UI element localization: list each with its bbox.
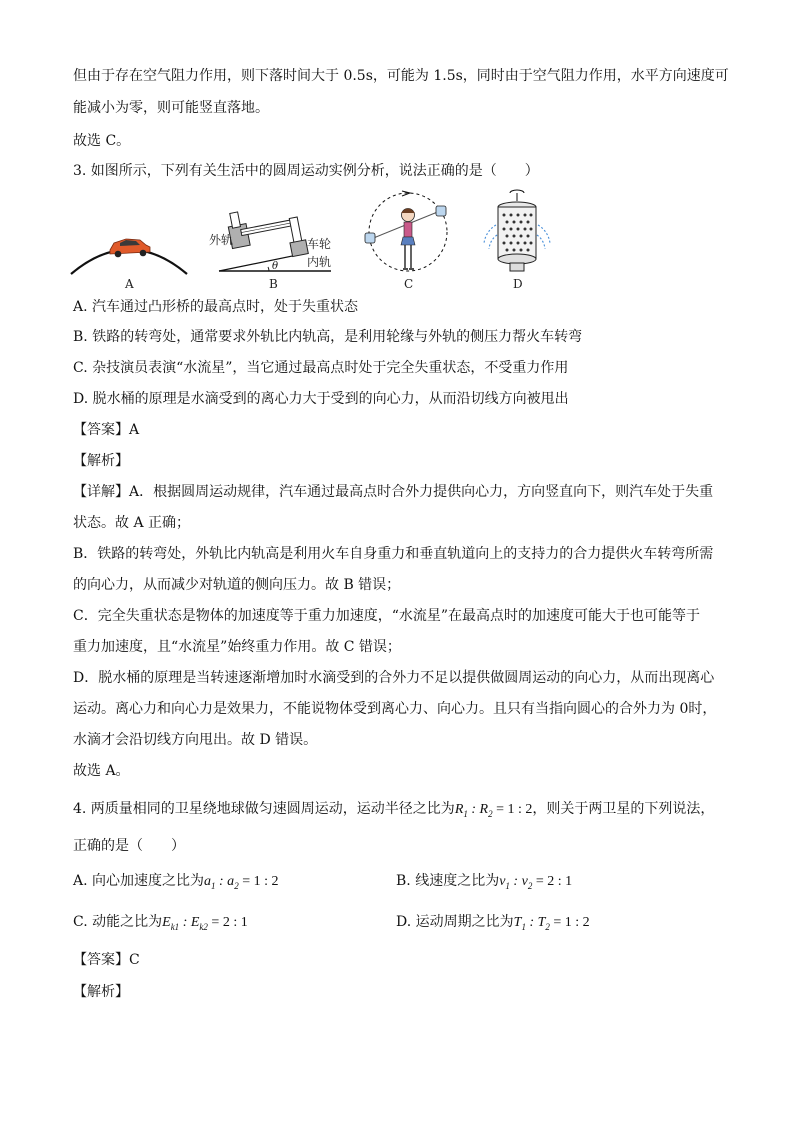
explanation-line: C．完全失重状态是物体的加速度等于重力加速度，“水流星”在最高点时的加速度可能大于也可能等于 [73,608,701,624]
option-4d: D. 运动周期之比为$T_1$ : $T_2 = 1$ : 2 [396,914,590,932]
question-4-stem-cont: 正确的是（ ） [73,838,185,854]
performer-figure [401,209,415,270]
text-line: 故选 C。 [73,133,131,149]
axle [241,220,293,236]
car-icon [110,239,150,257]
rotation-arrow-icon [510,190,524,193]
option-4a: A. 向心加速度之比为$a_1$ : $a_2 = 1$ : 2 [73,873,279,891]
explanation-line: 【详解】A．根据圆周运动规律，汽车通过最高点时合外力提供向心力，方向竖直向下，则汽车处于失重 [73,484,714,500]
q4-text-2: ，则关于两卫星的下列说法， [532,801,715,817]
analysis-label: 【解析】 [73,984,129,1000]
question-4-stem [73,799,714,824]
figure-d-spin-dryer [480,185,554,295]
answer-label: 【答案】A [73,422,140,438]
theta-label: θ [272,261,279,272]
ratio-t-formula: $T_1$ : $T_2 = 1$ : 2 [513,915,590,932]
ratio-r-value: 1 : 2 [507,802,533,817]
explanation-line: 水滴才会沿切线方向甩出。故 D 错误。 [73,732,318,748]
answer-label: 【答案】C [73,952,140,968]
text-line: 但由于存在空气阻力作用，则下落时间大于 0.5s，可能为 1.5s，同时由于空气阻力作用，水平方向速度可 [73,68,729,84]
q4-text-1: 4. 两质量相同的卫星绕地球做匀速圆周运动，运动半径之比为 [73,801,455,817]
option-a: A. 汽车通过凸形桥的最高点时，处于失重状态 [73,299,359,315]
ratio-v-formula: $v_1$ : $v_2 = 2$ : 1 [499,874,573,891]
explanation-line: 的向心力，从而减少对轨道的侧向压力。故 B 错误； [73,577,401,593]
option-4b: B. 线速度之比为$v_1$ : $v_2 = 2$ : 1 [396,873,573,891]
inner-rail-label: 内轨 [307,255,332,269]
question-3-stem: 3. 如图所示，下列有关生活中的圆周运动实例分析，说法正确的是（ ） [73,163,539,179]
explanation-line: 故选 A。 [73,763,130,779]
outer-rail-label: 外轨 [209,233,234,247]
option-4c: C. 动能之比为$E_{k1}$ : $E_{k2} = 2$ : 1 [73,914,248,932]
explanation-line: B．铁路的转弯处，外轨比内轨高是利用火车自身重力和垂直轨道向上的支持力的合力提供火车转弯所需 [73,546,714,562]
q4-formula: $R_1$ : $R_2 = 1$ : 2 [454,802,533,819]
explanation-line: 重力加速度，且“水流星”始终重力作用。故 C 错误； [73,639,401,655]
wheel-label: 车轮 [307,237,332,251]
option-d: D. 脱水桶的原理是水滴受到的离心力大于受到的向心力，从而沿切线方向被甩出 [73,391,569,407]
explanation-line: 状态。故 A 正确； [73,515,191,531]
explanation-line: D．脱水桶的原理是当转速逐渐增加时水滴受到的合外力不足以提供做圆周运动的向心力，从而出现离心 [73,670,715,686]
text-line: 能减小为零，则可能竖直落地。 [73,100,269,116]
figure-a-convex-bridge [68,185,190,295]
drum-icon [498,202,536,271]
analysis-label: 【解析】 [73,453,129,469]
ratio-ek-formula: $E_{k1}$ : $E_{k2} = 2$ : 1 [162,915,248,932]
option-b: B. 铁路的转弯处，通常要求外轨比内轨高，是利用轮缘与外轨的侧压力帮火车转弯 [73,329,583,345]
figure-caption-b: B [269,277,278,291]
figure-caption-a: A [125,277,134,291]
figure-c-water-meteor [362,185,454,295]
ratio-a-formula: $a_1$ : $a_2 = 1$ : 2 [204,874,279,891]
option-c: C. 杂技演员表演“水流星”，当它通过最高点时处于完全失重状态，不受重力作用 [73,360,569,376]
figure-caption-c: C [404,277,414,291]
explanation-line: 运动。离心力和向心力是效果力，不能说物体受到离心力、向心力。且只有当指向圆心的合外力为 0时， [73,701,717,717]
figure-b-railway-curve [203,185,339,295]
figure-caption-d: D [513,277,523,291]
